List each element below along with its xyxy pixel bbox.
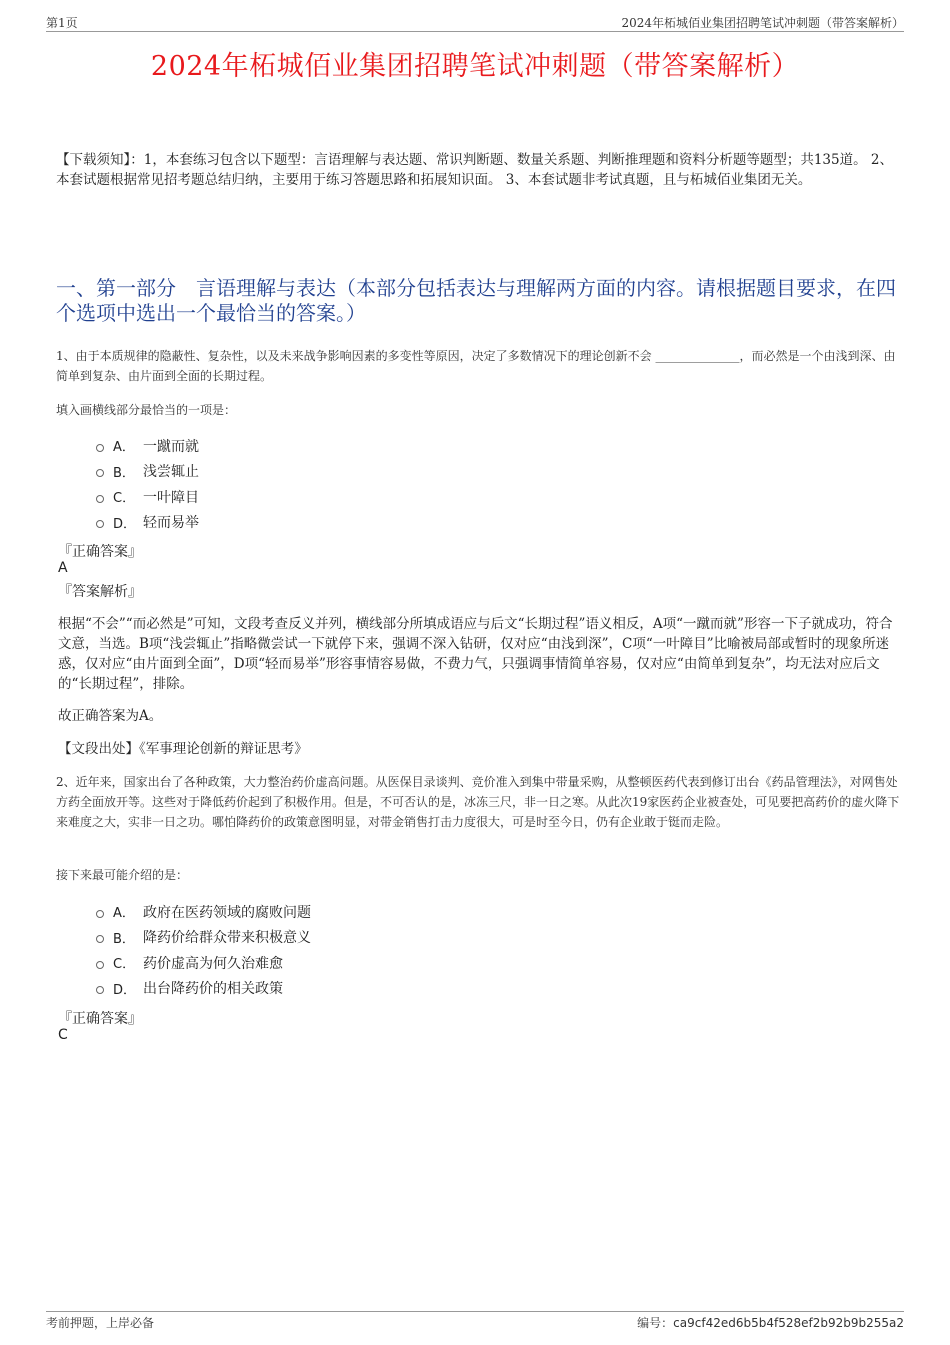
option-a[interactable]: A． 政府在医药领域的腐败问题 <box>96 899 596 925</box>
answer-value: C <box>58 1027 68 1043</box>
page-header <box>46 14 904 32</box>
option-text: 轻而易举 <box>143 515 199 532</box>
question-2-prompt: 接下来最可能介绍的是： <box>56 868 189 882</box>
option-text: 药价虚高为何久治难愈 <box>143 955 283 972</box>
answer-value: A <box>58 560 68 576</box>
question-1-options <box>96 433 596 535</box>
question-1-stem: 1、由于本质规律的隐蔽性、复杂性，以及未来战争影响因素的多变性等原因，决定了多数情况下的理论创新不会 ______________，而必然是一个由浅到深、由简单到复杂、由片面到全面的长期过程。 <box>56 349 896 383</box>
footer-divider <box>46 1311 904 1312</box>
code-label: 编号： <box>637 1316 674 1330</box>
radio-icon[interactable] <box>96 495 104 503</box>
option-text: 一蹴而就 <box>143 438 199 455</box>
radio-icon[interactable] <box>96 469 104 477</box>
question-2-options <box>96 899 596 1001</box>
page-number: 第1页 <box>46 16 78 30</box>
radio-icon[interactable] <box>96 910 104 918</box>
code-value: ca9cf42ed6b5b4f528ef2b92b9b255a2 <box>673 1316 904 1330</box>
option-c[interactable]: C． 药价虚高为何久治难愈 <box>96 950 596 976</box>
answer-label: 『正确答案』 <box>58 1011 142 1027</box>
question-1-prompt: 填入画横线部分最恰当的一项是： <box>56 403 237 417</box>
footer-slogan: 考前押题，上岸必备 <box>46 1316 155 1330</box>
option-d[interactable]: D． 出台降药价的相关政策 <box>96 976 596 1002</box>
option-d[interactable]: D． 轻而易举 <box>96 510 596 536</box>
option-text: 政府在医药领域的腐败问题 <box>143 904 311 921</box>
option-c[interactable]: C． 一叶障目 <box>96 484 596 510</box>
radio-icon[interactable] <box>96 935 104 943</box>
section-heading: 一、第一部分 言语理解与表达（本部分包括表达与理解两方面的内容。请根据题目要求，在四个选项中选出一个最恰当的答案。） <box>56 276 896 325</box>
document-title: 2024年柘城佰业集团招聘笔试冲刺题（带答案解析） <box>150 51 800 82</box>
option-text: 出台降药价的相关政策 <box>143 981 283 998</box>
option-b[interactable]: B． 浅尝辄止 <box>96 459 596 485</box>
question-2-stem: 2、近年来，国家出台了各种政策，大力整治药价虚高问题。从医保目录谈判、竞价准入到集中带量采购，从整顿医药代表到修订出台《药品管理法》，对网售处方药全面放开等。这些对于降低药价起到了积极作用。但是，不可否认的是，冰冻三尺，非一日之寒。从此次19家医药企业被查处，可见要把高药价的虚火降下来难度之大，实非一日之功。哪怕降药价的政策意图明显，对带金销售打击力度很大，可是时至今日，仍有企业敢于铤而走险。 <box>56 775 900 829</box>
download-notice: 【下载须知】：1，本套练习包含以下题型：言语理解与表达题、常识判断题、数量关系题、判断推理题和资料分析题等题型；共135道。 2、本套试题根据常见招考题总结归纳，主要用于练习答题思路和拓展知识面。 3、本套试题非考试真题，且与柘城佰业集团无关。 <box>56 152 893 188</box>
conclusion-text: 故正确答案为A。 <box>58 708 163 724</box>
source-text: 【文段出处】《军事理论创新的辩证思考》 <box>58 741 308 757</box>
option-text: 浅尝辄止 <box>143 464 199 481</box>
radio-icon[interactable] <box>96 986 104 994</box>
radio-icon[interactable] <box>96 520 104 528</box>
option-b[interactable]: B． 降药价给群众带来积极意义 <box>96 925 596 951</box>
header-divider <box>46 31 904 32</box>
option-text: 一叶障目 <box>143 489 199 506</box>
header-doc-title: 2024年柘城佰业集团招聘笔试冲刺题（带答案解析） <box>621 16 904 30</box>
analysis-text: 根据“不会”“而必然是”可知，文段考查反义并列，横线部分所填成语应与后文“长期过程”语义相反，A项“一蹴而就”形容一下子就成功，符合文意，当选。B项“浅尝辄止”指略微尝试一下就停下来，强调不深入钻研，仅对应“由浅到深”，C项“一叶障目”比喻被局部或暂时的现象所迷惑，仅对应“由片面到全面”，D项“轻而易举”形容事情容易做，不费力气，只强调事情简单容易，仅对应“由简单到复杂”，均无法对应后文的“长期过程”，排除。 <box>58 616 893 692</box>
radio-icon[interactable] <box>96 961 104 969</box>
option-text: 降药价给群众带来积极意义 <box>143 930 311 947</box>
analysis-label: 『答案解析』 <box>58 584 142 600</box>
radio-icon[interactable] <box>96 444 104 452</box>
option-a[interactable]: A． 一蹴而就 <box>96 433 596 459</box>
answer-label: 『正确答案』 <box>58 544 142 560</box>
footer-code <box>637 1314 904 1331</box>
